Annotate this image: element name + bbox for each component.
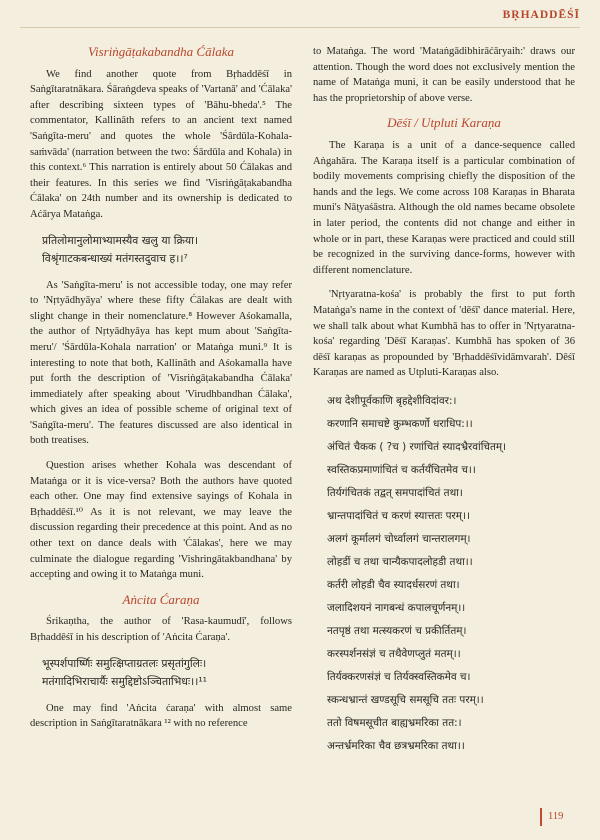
verse-line: तिर्यगंचितकं तद्वत् समपादांचितं तथा। — [327, 486, 463, 499]
verse-line: कर्तरी लोहडी चैव स्यादर्धसरणं तथा। — [327, 578, 460, 591]
paragraph: to Mataṅga. The word 'Mataṅgādibhirāćāryaih:' draws our attention. Though the word does not exclusively mention the name of Mataṅga muni, it can be easily understood that he has the proprietorship of above verse. — [313, 46, 575, 104]
verse-line: प्रतिलोमानुलोमाभ्यामस्यैव खलु या क्रिया। — [42, 233, 199, 247]
page-number: 119 — [540, 808, 600, 826]
verse-line: विश्रृंगाटकबन्धाख्यं मतंगस्तदुवाच ह।।⁷ — [42, 251, 188, 265]
paragraph: Śrikaṇtha, the author of 'Rasa-kaumudī', follows Bṛhaddēśī in his description of 'Aṅcita Ćaraṇa'. — [30, 616, 292, 643]
verse-line: ततो विषमसूचीत बाह्यभ्रमरिका तत:। — [327, 716, 462, 729]
verse-line: स्वस्तिकप्रमाणांचितं च कर्तर्यंचितमेव च।। — [327, 463, 476, 476]
verse-line: अंचितं चैकक ( ?च ) रणांचितं स्यादभ्रैरवांचितम्। — [327, 440, 507, 453]
verse-line: करस्पर्शनसंज्ञं च तथैवेणप्लुतं मतम्।। — [327, 647, 461, 660]
paragraph: The Karaṇa is a unit of a dance-sequence called Aṅgahāra. The Karaṇa itself is a particular combination of bodily movements comprising chiefly the disposition of the hands and the legs. We come across 108 Karaṇas in Bharata muni's Nāṭyaśāstra. Although the old names became obsolete in later period, the contents did not change and either in whole or in part, these Karaṇas were practiced and could still be recognized in the surviving dance-forms, however with different nomenclature. — [313, 139, 575, 276]
section-title-ancita-carana: Aṅcita Ćaraṇa — [122, 591, 200, 607]
verse-line: भ्रान्तपादांचितं च करणं स्यात्ततः परम्।। — [327, 509, 470, 522]
section-title-desi-utpluti-karana: Dēśī / Utpluti Karaṇa — [387, 115, 501, 131]
paragraph: Question arises whether Kohala was descendant of Mataṅga or it is vice-versa? Both the authors have quoted each other. One may find extensive sayings of Kohala in Bṛhaddēśī.¹⁰ As it is not relevant, we may leave the discussion regarding their precedence at this point. And as no other text on dance deals with 'Ćālakas', here we may culminate the dialogue regarding 'Vishringātakbandhana' by accepting and owing it to Mataṅga muni. — [30, 460, 292, 581]
verse-line: भूस्पर्शपार्ष्णिः समुत्क्षिप्ताग्रतलः प्रसृतांगुलिः। — [42, 656, 207, 670]
paragraph: As 'Saṅgīta-meru' is not accessible today, one may refer to 'Nṛtyādhyāya' where these fifty Ćālakas are dealt with slight change in their nomenclature.⁸ However Aśokamalla, the author of Nṛtyādhyāya has kept mum about 'Saṅgīta-meru'/ 'Śārdūla-Kohala narration' or Mataṅga muni.⁹ It is interesting to note that both, Kallināth and Aśokamalla have put forth the description of 'Visriṅgāṭakabandha Ćālaka' immediately after speaking about 'Virudhbandhan Ćālaka', which gives an idea of possible scheme of original text of 'Saṅgīta-meru'. The features discussed are also identical in both treatises. — [30, 279, 292, 447]
verse-line: तिर्यक्करणसंज्ञं च तिर्यक्स्वस्तिकमेव च। — [327, 670, 471, 683]
verse-line: करणानि समाचष्टे कुम्भकर्णो धराधिप:।। — [327, 417, 473, 430]
right-column — [313, 44, 575, 768]
verse-line: जलादिशयनं नागबन्धं कपालचूर्णनम्।। — [327, 601, 466, 614]
verse-line: अथ देशीपूर्वकाणि बृहद्देशीविदांवर:। — [327, 394, 457, 407]
verse-line: नतपृष्ठं तथा मत्स्यकरणं च प्रकीर्तितम्। — [327, 624, 467, 637]
paragraph: One may find 'Aṅcita ćaraṇa' with almost same description in Saṅgītaratnākara ¹² with no reference — [30, 702, 292, 730]
verse-line: मतंगादिभिराचार्यैः समुद्दिष्टोऽञ्चिताभिधः।।¹¹ — [42, 674, 207, 688]
paragraph: We find another quote from Bṛhaddēśī in Saṅgītaratnākara. Śāraṅgdeva speaks of 'Vartanā' and 'Ćālaka' after describing sixteen types of 'Bāhu-bheda'.⁵ The commentator, Kallināth refers to an ancient text named 'Saṅgīta-meru' and quotes the whole 'Śārdūla-Kohala-saṁvāda' (narration between the two: Śārdūla and Kohala) in this context.⁶ This narration is entirely about 50 Ćālakas and their features. In this series we find 'Visriṅgāṭakabandha Ćālaka' on 24th number and its ownership is dedicated to Aćārya Mataṅga. — [30, 68, 292, 220]
sanskrit-verse — [42, 232, 292, 268]
verse-line: स्कन्धभ्रान्तं खण्डसूचि समसूचि ततः परम्।। — [327, 693, 484, 706]
left-column — [30, 44, 292, 741]
verse-line: अन्तर्भ्रमरिका चैव छत्रभ्रमरिका तथा।। — [327, 739, 465, 752]
sanskrit-verse-karanas — [327, 390, 575, 758]
running-head: BṚHADDĒŚĪ — [502, 9, 580, 21]
paragraph: 'Nṛtyaratna-kośa' is probably the first to put forth Mataṅga's name in the context of 'dēśī' dance material. Here, we shall talk about what Kumbhā has to offer in 'Nṛtyaratna-kośa' regarding 'Dēśī Karaṇas'. Kumbhā has spoken of 36 dēśī karaṇas as propounded by 'Bṛhaddēśīvidāmvarah'. Dēśī Karaṇas are named as Utpluti-Karaṇas also. — [313, 289, 575, 379]
verse-line: अलगं कूर्मालगं चोर्ध्वालगं चान्तरालगम्। — [327, 532, 471, 545]
verse-line: लोहडीं च तथा चान्यैकपादलोहडी तथा।। — [327, 555, 473, 568]
sanskrit-verse — [42, 655, 292, 691]
section-title-visringatakabandha: Visriṅgāṭakabandha Ćālaka — [87, 44, 234, 59]
header-divider — [20, 27, 580, 28]
